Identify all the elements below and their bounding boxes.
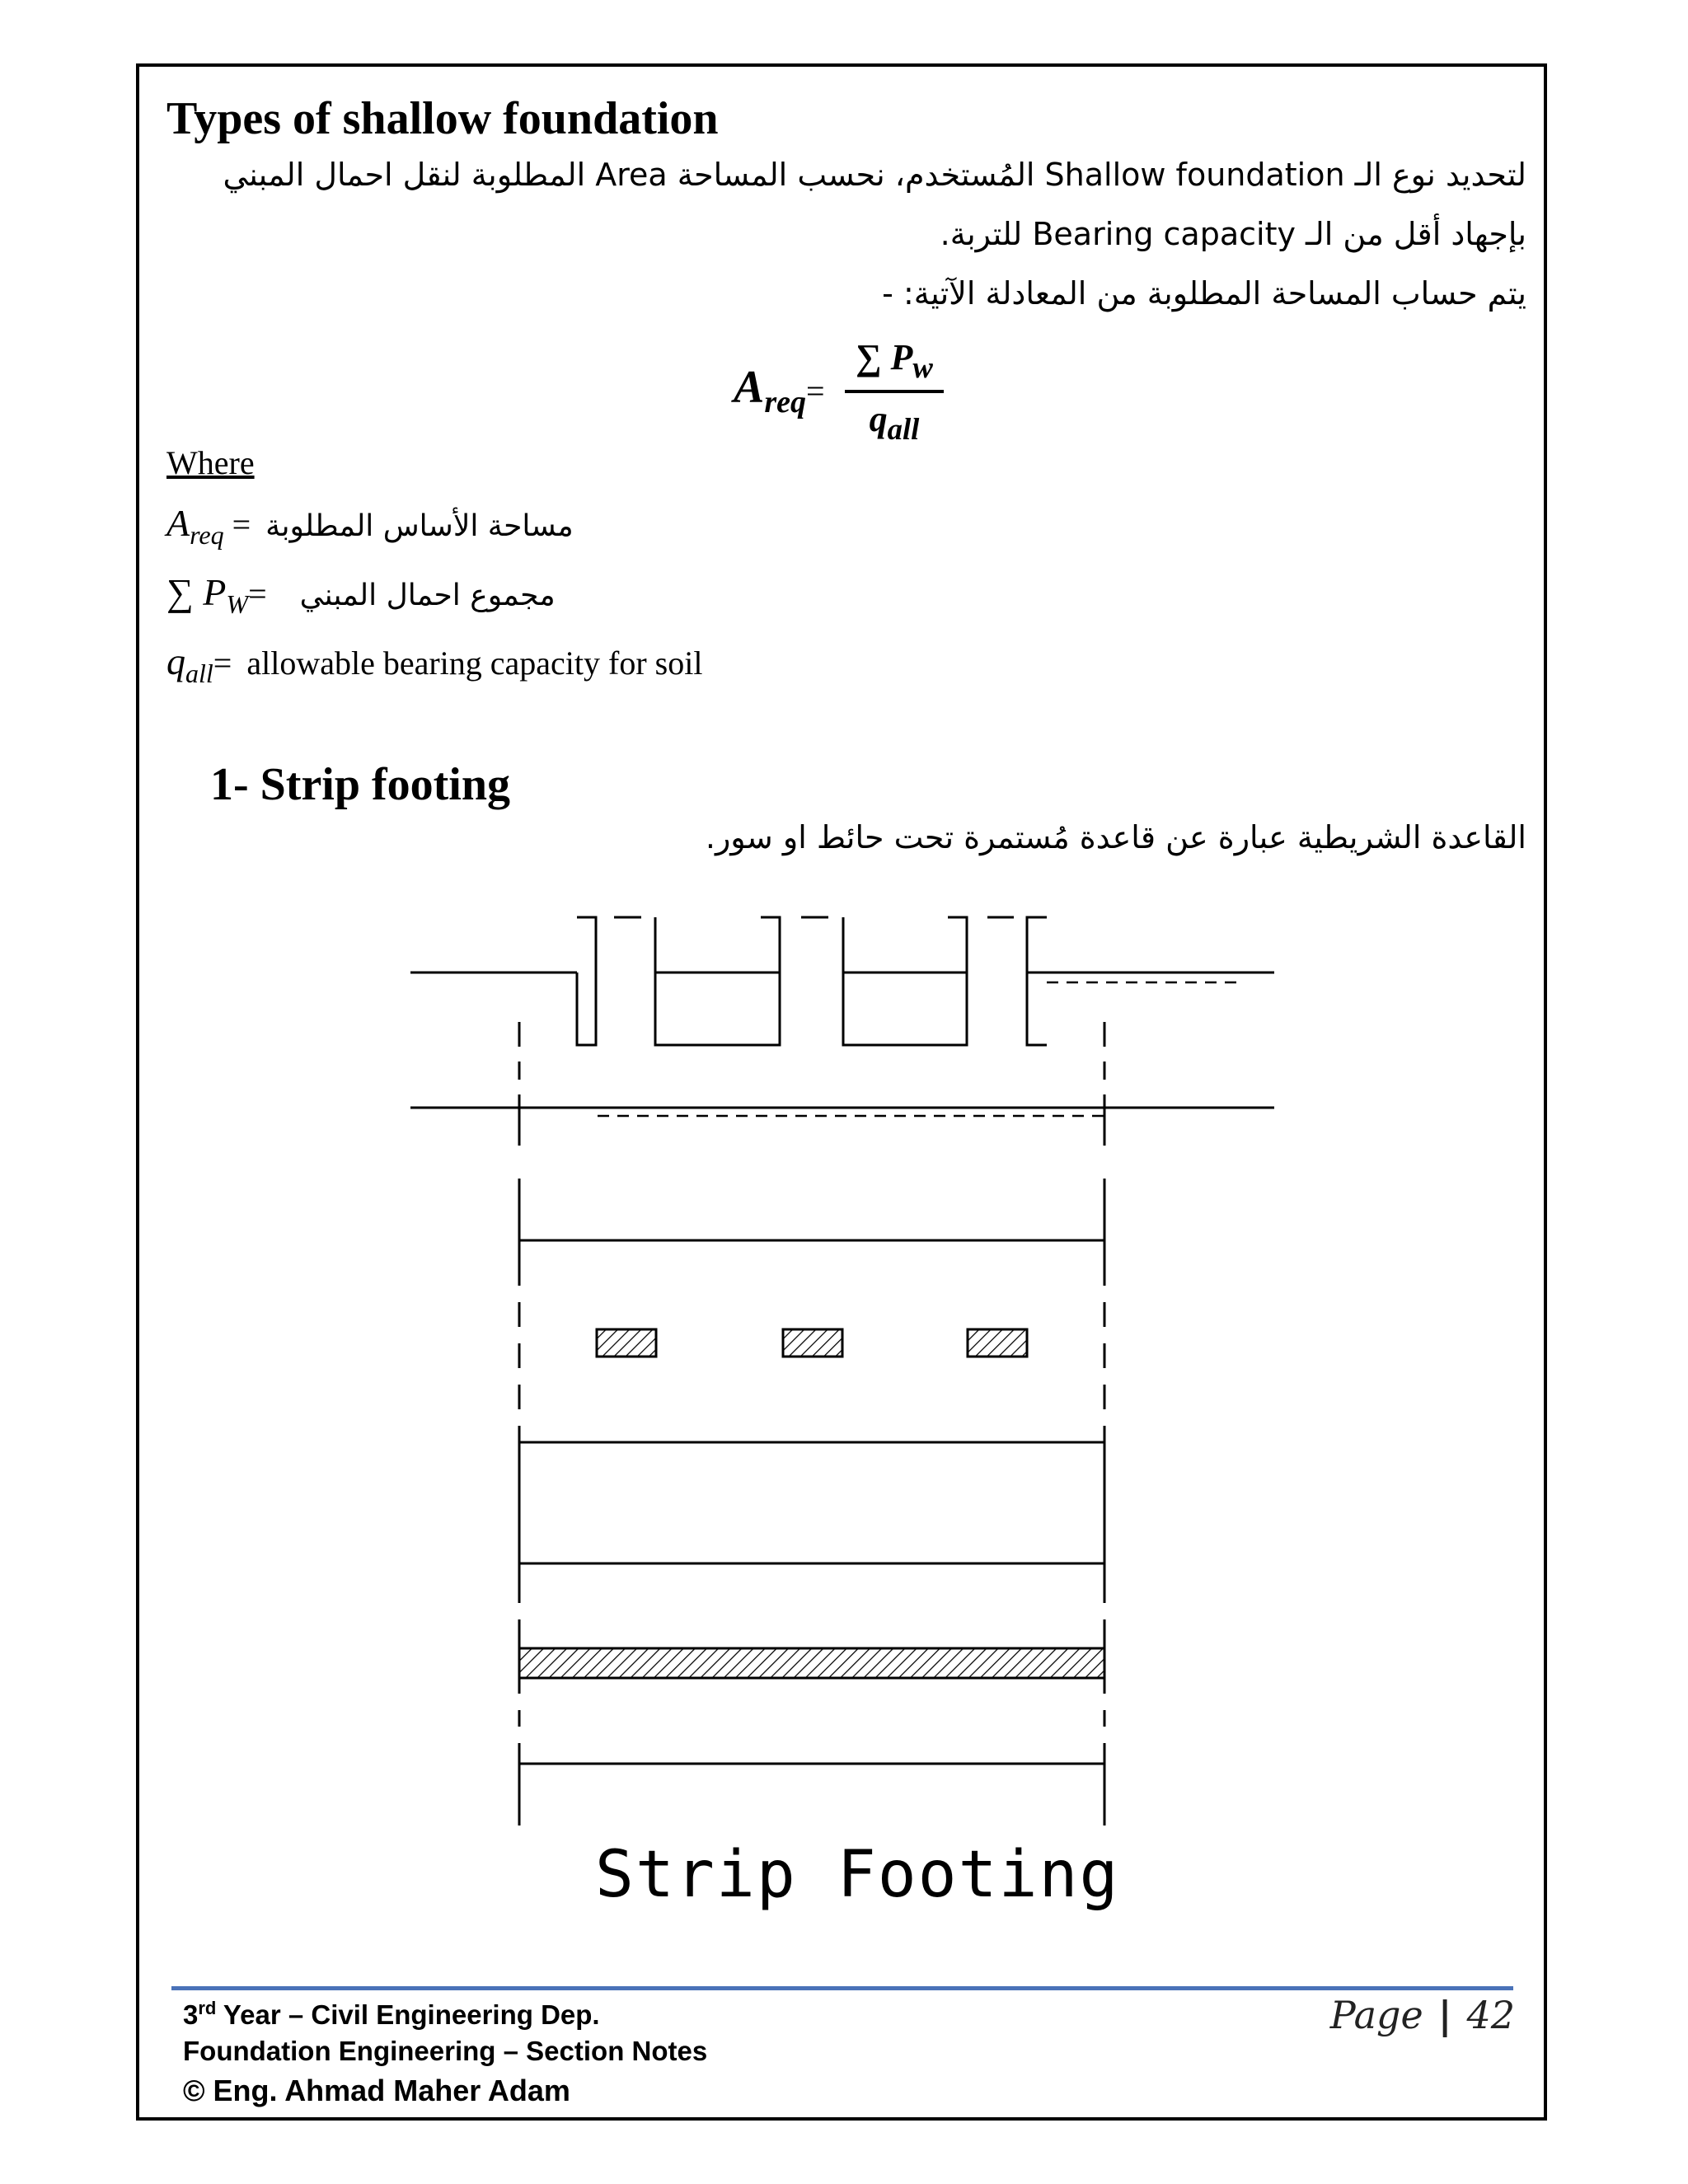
definition-bearing: $q_{all}=$ allowable bearing capacity for soil	[166, 640, 703, 689]
intro-line-3: يتم حساب المساحة المطلوبة من المعادلة الآتية: -	[882, 275, 1526, 312]
formula-denominator: $q_{all}$	[869, 398, 920, 446]
footer-line-1: 3rd Year – Civil Engineering Dep.	[183, 1998, 600, 2030]
where-label: Where	[166, 444, 255, 481]
section-title: 1- Strip footing	[210, 759, 510, 810]
intro-line-1: لتحديد نوع الـ Shallow foundation المُستخدم، نحسب المساحة Area المطلوبة لنقل احمال المبني	[223, 157, 1526, 193]
formula-numerator: ∑ $P_w$	[845, 336, 944, 393]
section-description: القاعدة الشريطية عبارة عن قاعدة مُستمرة تحت حائط او سور.	[705, 819, 1526, 855]
footer-line-3: © Eng. Ahmad Maher Adam	[183, 2074, 570, 2107]
column-section-2	[783, 1329, 842, 1357]
column-section-3	[968, 1329, 1027, 1357]
footer-line-2: Foundation Engineering – Section Notes	[183, 2036, 708, 2066]
page-number: Page | 42	[1329, 1993, 1515, 2037]
wall-strip-hatch	[519, 1648, 1104, 1678]
column-section-1	[597, 1329, 656, 1357]
formula-lhs: $A_{req}=$	[734, 362, 825, 420]
definition-area: $A_{req}$ = مساحة الأساس المطلوبة	[166, 502, 574, 551]
intro-line-2: بإجهاد أقل من الـ Bearing capacity للتربة.	[940, 216, 1526, 252]
footer-rule	[171, 1986, 1513, 1990]
page-title: Types of shallow foundation	[166, 93, 719, 144]
definition-loads: ∑ $P_W=$ مجموع احمال المبني	[166, 571, 556, 620]
